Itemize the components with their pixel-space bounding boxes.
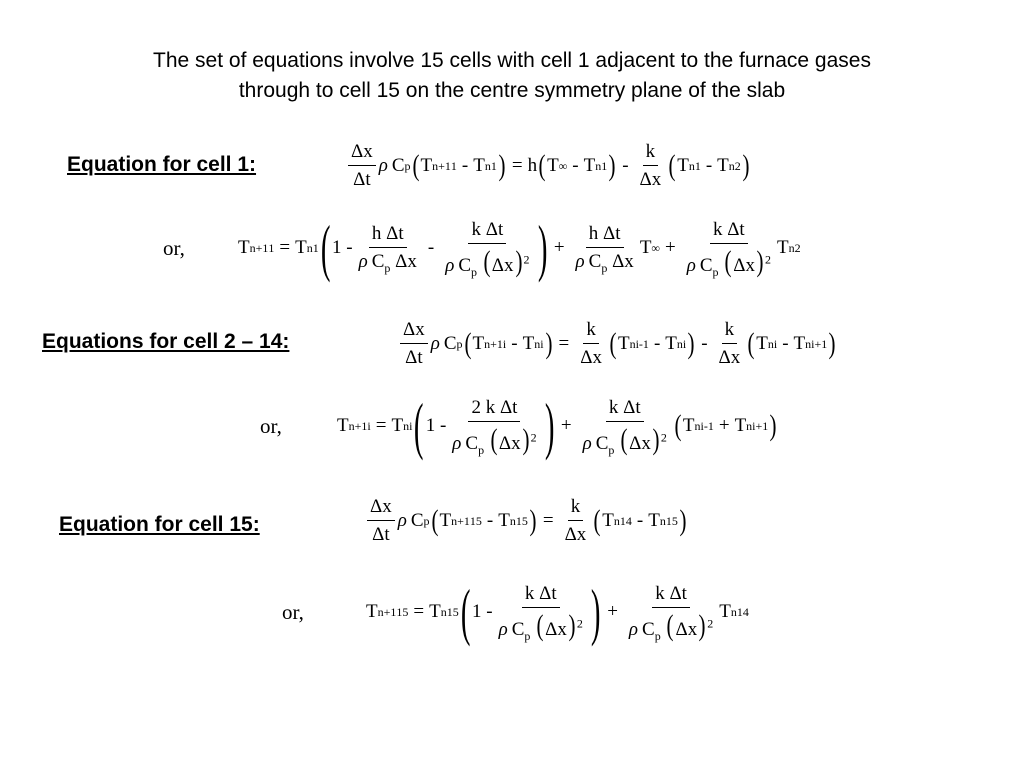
intro-line-1: The set of equations involve 15 cells with cell 1 adjacent to the furnace gases xyxy=(153,49,871,72)
heading-cell-1: Equation for cell 1: xyxy=(67,153,257,176)
fraction-kdt-2: $\frac{\text{k Δt}}{\rho C_p (\Delta x) ^2}$ xyxy=(628,583,714,643)
fraction-k-dx: $\frac{k}{\Delta x}$ xyxy=(564,496,587,545)
equation-cell-15-explicit: T n+1 15 = T n 15 ( 1 - $\frac{\text{k Δt}}{\rho C_p (\Delta x) ^2}$ ) + $\frac{\text{k Δt}}{\rho C_p (\Delta x) ^2}$ T n 14 xyxy=(366,576,749,647)
equation-cell-1-explicit: T n+1 1 = T n 1 ( 1 - $\frac{\text{h Δt}}{\rho C_p \Delta x}$ - $\frac{\text{k Δt}}{\rho C_p (\Delta x) ^2}$ ) + $\frac{\text{h Δt}}{\rho C_p \Delta x}$ T ∞ + $\frac{\text{k Δt}}{\rho C_p (\Delta x) ^2}$ T n 2 xyxy=(238,212,801,283)
fraction-k-dx: $\frac{k}{\Delta x}$ xyxy=(639,141,662,190)
fraction-kdt-2: $\frac{\text{k Δt}}{\rho C_p (\Delta x) ^2}$ xyxy=(686,219,771,279)
fraction-dx-dt: $\frac{\Delta x}{\Delta t}$ xyxy=(348,141,376,191)
fraction-kdt: $\frac{\text{k Δt}}{\rho C_p (\Delta x) ^2}$ xyxy=(582,397,667,457)
fraction-k-dx: $\frac{k}{\Delta x}$ xyxy=(580,319,602,368)
intro-text xyxy=(40,46,984,106)
heading-cell-15: Equation for cell 15: xyxy=(59,513,260,536)
fraction-hdt: $\frac{\text{h Δt}}{\rho C_p \Delta x}$ xyxy=(358,223,417,275)
fraction-2kdt: $\frac{\text{2 k Δt}}{\rho C_p (\Delta x) ^2}$ xyxy=(452,397,537,457)
equation-cells-2-14-explicit: T n+1 i = T n i ( 1 - $\frac{\text{2 k Δt}}{\rho C_p (\Delta x) ^2}$ ) + $\frac{\text{k Δt}}{\rho C_p (\Delta x) ^2}$ ( T n i-1 + T n i+1 ) xyxy=(337,390,777,461)
or-label-cell-1: or, xyxy=(163,236,185,260)
or-label-cells-2-14: or, xyxy=(260,414,282,438)
fraction-k-dx-2: $\frac{k}{\Delta x}$ xyxy=(718,319,741,368)
equation-cell-1: $\frac{\Delta x}{\Delta t}$ ρ C p ( T n+1 1 - T n 1 ) = h ( T ∞ - T n 1 ) - $\frac{k}{\Delta x}$ ( T n 1 - T n 2 ) xyxy=(345,135,751,197)
or-label-cell-15: or, xyxy=(282,600,304,624)
heading-cells-2-14: Equations for cell 2 – 14: xyxy=(42,330,290,353)
equation-cells-2-14: $\frac{\Delta x}{\Delta t}$ ρ C p ( T n+1 i - T n i ) = $\frac{k}{\Delta x}$ ( T n i-1 - T n i ) - $\frac{k}{\Delta x}$ ( T n i - T n i+1 ) xyxy=(397,313,837,375)
intro-line-2: through to cell 15 on the centre symmetry plane of the slab xyxy=(238,79,786,102)
fraction-dx-dt: $\frac{\Delta x}{\Delta t}$ xyxy=(367,496,395,546)
fraction-hdt-2: $\frac{\text{h Δt}}{\rho C_p \Delta x}$ xyxy=(575,223,634,275)
fraction-kdt: $\frac{\text{k Δt}}{\rho C_p (\Delta x) ^2}$ xyxy=(445,219,530,279)
fraction-kdt: $\frac{\text{k Δt}}{\rho C_p (\Delta x) ^2}$ xyxy=(498,583,583,643)
equation-cell-15: $\frac{\Delta x}{\Delta t}$ ρ C p ( T n+1 15 - T n 15 ) = $\frac{k}{\Delta x}$ ( T n 14 - T n 15 ) xyxy=(364,490,688,552)
fraction-dx-dt: $\frac{\Delta x}{\Delta t}$ xyxy=(400,319,428,369)
